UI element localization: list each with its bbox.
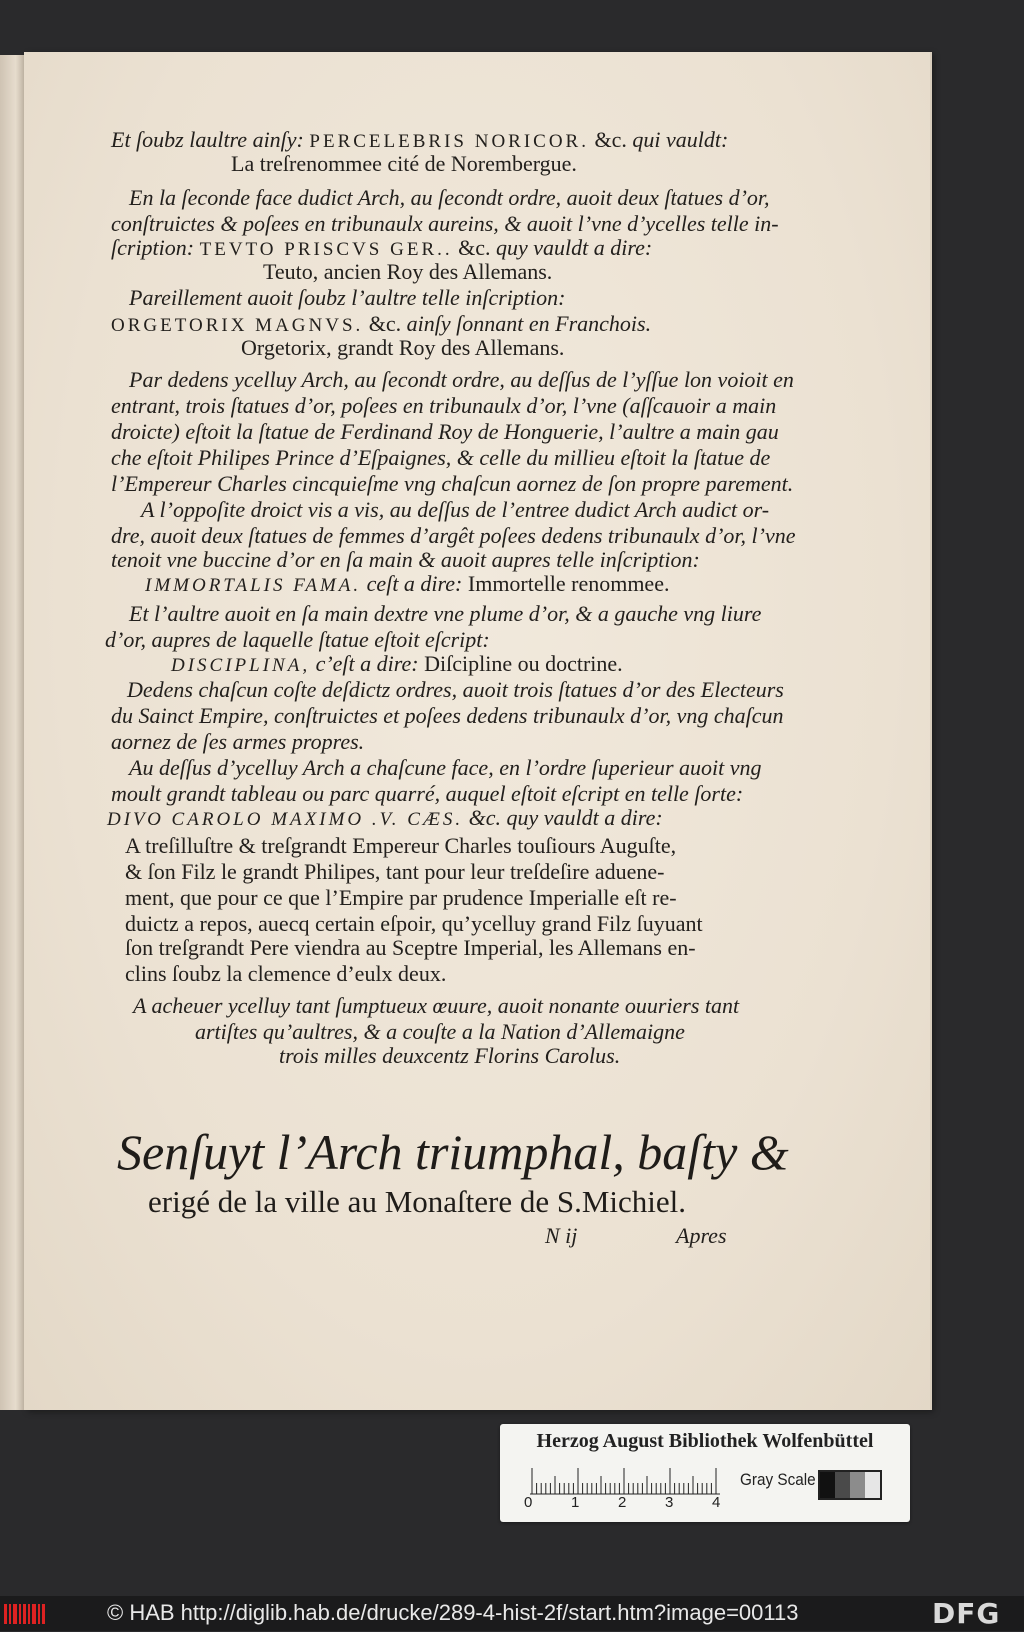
text-line bbox=[133, 993, 739, 1019]
source-url[interactable]: © HAB http://diglib.hab.de/drucke/289-4-hist-2f/start.htm?image=00113 bbox=[107, 1600, 799, 1625]
grayscale-swatch bbox=[835, 1472, 850, 1498]
text-run: quy vauldt a dire: bbox=[496, 235, 653, 260]
text-line bbox=[111, 729, 364, 755]
color-scale-card bbox=[500, 1424, 910, 1522]
text-run: &c. bbox=[363, 311, 407, 336]
ruler-number: 1 bbox=[571, 1494, 580, 1511]
text-line bbox=[129, 755, 762, 781]
text-run: IMMORTALIS FAMA. bbox=[145, 575, 362, 596]
text-run: A l’oppoſite droict vis a vis, au deſſus de l’entree dudict Arch audict or- bbox=[141, 497, 770, 522]
text-run: ainſy ſonnant en Franchois. bbox=[406, 311, 652, 336]
barcode-icon bbox=[4, 1602, 48, 1626]
previous-page-edge bbox=[0, 55, 26, 1410]
text-run: l’Empereur Charles cincquieſme vng chaſcun aornez de ſon propre parement. bbox=[111, 471, 794, 496]
text-line bbox=[111, 547, 700, 573]
text-run: &c. bbox=[588, 127, 633, 152]
text-run: du Sainct Empire, conſtruictes et poſees dedens tribunaulx d’or, vng chaſcun bbox=[111, 703, 784, 728]
text-run: ceſt a dire: bbox=[361, 571, 468, 596]
text-run: droicte) eſtoit la ſtatue de Ferdinand Roy de Honguerie, l’aultre a main gau bbox=[111, 419, 779, 444]
text-run: dre, auoit deux ſtatues de femmes d’argêt poſees dedens tribunaulx d’or, l’vne bbox=[111, 523, 796, 548]
text-run: DISCIPLINA, bbox=[171, 655, 311, 676]
text-line bbox=[195, 1019, 685, 1045]
text-line bbox=[111, 471, 793, 497]
text-run: En la ſeconde face dudict Arch, au ſecondt ordre, auoit deux ſtatues d’or, bbox=[129, 185, 770, 210]
text-line bbox=[231, 151, 577, 177]
text-run: ſon treſgrandt Pere viendra au Sceptre Imperial, les Allemans en- bbox=[125, 935, 696, 960]
text-run: Et l’aultre auoit en ſa main dextre vne plume d’or, & a gauche vng liure bbox=[129, 601, 762, 626]
text-line bbox=[125, 911, 703, 937]
ruler-number: 0 bbox=[524, 1494, 533, 1511]
signature-mark: N ij bbox=[545, 1223, 578, 1248]
catchword: Apres bbox=[676, 1223, 727, 1248]
text-line bbox=[263, 259, 552, 285]
text-run: TEVTO PRISCVS GER.. bbox=[199, 239, 453, 260]
text-line bbox=[171, 651, 623, 679]
text-run: ment, que pour ce que l’Empire par prudence Imperialle eſt re- bbox=[125, 885, 677, 910]
ruler-numbers bbox=[524, 1494, 744, 1514]
text-line bbox=[111, 781, 743, 807]
text-line bbox=[125, 833, 676, 859]
text-run: Par dedens ycelluy Arch, au ſecondt ordre, au deſſus de l’yſſue lon voioit en bbox=[129, 367, 794, 392]
text-line bbox=[111, 211, 779, 237]
text-line bbox=[279, 1043, 620, 1069]
text-run: aornez de ſes armes propres. bbox=[111, 729, 365, 754]
text-run: ORGETORIX MAGNVS. bbox=[111, 315, 364, 336]
grayscale-swatch bbox=[850, 1472, 865, 1498]
text-line bbox=[127, 677, 784, 703]
text-run: moult grandt tableau ou parc quarré, auquel eſtoit eſcript en telle ſorte: bbox=[111, 781, 744, 806]
text-run: clins ſoubz la clemence d’eulx deux. bbox=[125, 961, 447, 986]
text-line bbox=[105, 627, 490, 653]
text-line bbox=[111, 419, 779, 445]
text-line bbox=[129, 185, 770, 211]
text-line bbox=[141, 497, 769, 523]
text-run: & ſon Filz le grandt Philipes, tant pour leur treſdeſire aduene- bbox=[125, 859, 665, 884]
text-run: La treſrenommee cité de Norembergue. bbox=[231, 151, 577, 176]
ruler-number: 3 bbox=[665, 1494, 674, 1511]
text-run: ſcription: bbox=[111, 235, 200, 260]
text-run: che eſtoit Philipes Prince d’Eſpaignes, & celle du millieu eſtoit la ſtatue de bbox=[111, 445, 771, 470]
text-line bbox=[129, 285, 565, 311]
text-run: quy vauldt a dire: bbox=[506, 805, 663, 830]
text-run: &c. bbox=[463, 805, 507, 830]
text-run: Teuto, ancien Roy des Allemans. bbox=[263, 259, 553, 284]
text-line bbox=[125, 961, 446, 987]
text-run: PERCELEBRIS NORICOR. bbox=[309, 131, 589, 152]
text-line bbox=[111, 523, 796, 549]
text-run: conſtruictes & poſees en tribunaulx aureins, & auoit l’vne d’ycelles telle in- bbox=[111, 211, 779, 236]
grayscale-swatch bbox=[820, 1472, 835, 1498]
text-run: tenoit vne buccine d’or en ſa main & auoit aupres telle inſcription: bbox=[111, 547, 700, 572]
section-heading-line-2: erigé de la ville au Monaſtere de S.Michiel. bbox=[148, 1184, 687, 1219]
library-name: Herzog August Bibliothek Wolfenbüttel bbox=[536, 1430, 874, 1452]
text-run: A treſilluſtre & treſgrandt Empereur Charles touſiours Auguſte, bbox=[125, 833, 677, 858]
text-run: Et ſoubz laultre ainſy: bbox=[111, 127, 310, 152]
text-run: entrant, trois ſtatues d’or, poſees en tribunaulx d’or, l’vne (aſſcauoir a main bbox=[111, 393, 777, 418]
text-line bbox=[111, 445, 770, 471]
text-line bbox=[241, 335, 564, 361]
text-run: trois milles deuxcentz Florins Carolus. bbox=[279, 1043, 621, 1068]
text-run: DIVO CAROLO MAXIMO .V. CÆS. bbox=[107, 809, 464, 830]
footer-bar bbox=[0, 1596, 1024, 1631]
text-run: artiſtes qu’aultres, & a couſte a la Nation d’Allemaigne bbox=[195, 1019, 685, 1044]
text-run: qui vauldt: bbox=[632, 127, 729, 152]
text-line bbox=[125, 935, 696, 961]
text-line bbox=[125, 885, 677, 911]
ruler-number: 2 bbox=[618, 1494, 627, 1511]
text-line bbox=[111, 393, 776, 419]
text-line bbox=[107, 805, 663, 833]
text-run: Diſcipline ou doctrine. bbox=[424, 651, 623, 676]
dfg-logo: DFG bbox=[932, 1597, 1001, 1630]
text-run: A acheuer ycelluy tant ſumptueux œuure, auoit nonante ouuriers tant bbox=[133, 993, 740, 1018]
text-line bbox=[111, 703, 784, 729]
text-run: &c. bbox=[452, 235, 497, 260]
text-run: c’eſt a dire: bbox=[310, 651, 425, 676]
text-run: Dedens chaſcun coſte deſdictz ordres, auoit trois ſtatues d’or des Electeurs bbox=[127, 677, 784, 702]
section-heading-line-1: Senſuyt l’Arch triumphal, baſty & bbox=[117, 1124, 789, 1180]
grayscale-label: Gray Scale bbox=[740, 1470, 816, 1489]
ruler-number: 4 bbox=[712, 1494, 721, 1511]
text-line bbox=[125, 859, 664, 885]
text-line bbox=[129, 601, 761, 627]
text-line bbox=[129, 367, 794, 393]
text-run: Immortelle renommee. bbox=[467, 571, 670, 596]
text-run: Pareillement auoit ſoubz l’aultre telle inſcription: bbox=[129, 285, 566, 310]
grayscale-bar bbox=[818, 1470, 882, 1500]
grayscale-swatch bbox=[865, 1472, 880, 1498]
text-run: Orgetorix, grandt Roy des Allemans. bbox=[241, 335, 565, 360]
text-run: Au deſſus d’ycelluy Arch a chaſcune face, en l’ordre ſuperieur auoit vng bbox=[129, 755, 762, 780]
text-run: d’or, aupres de laquelle ſtatue eſtoit eſcript: bbox=[105, 627, 490, 652]
text-run: duictz a repos, auecq certain eſpoir, qu’ycelluy grand Filz ſuyuant bbox=[125, 911, 703, 936]
text-line bbox=[145, 571, 669, 599]
